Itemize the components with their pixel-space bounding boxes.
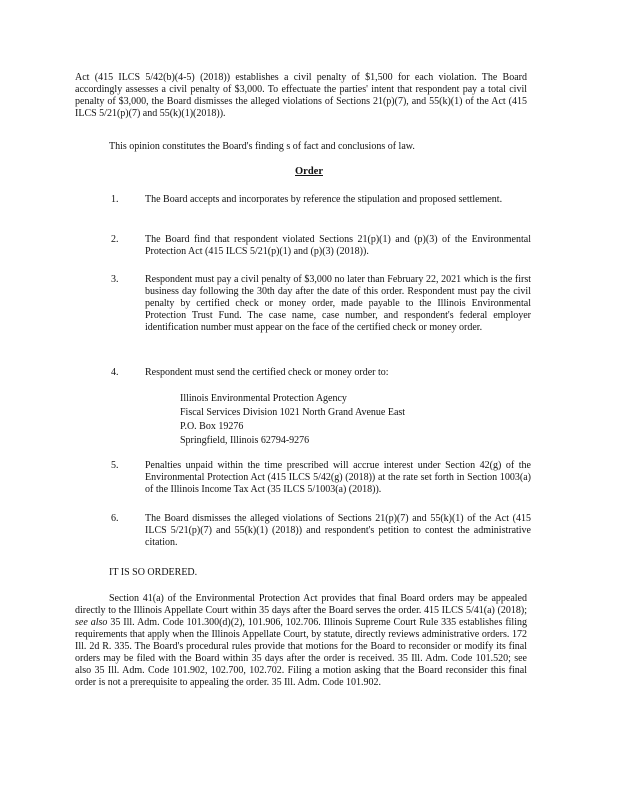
item-text: The Board dismisses the alleged violations of Sections 21(p)(7) and 55(k)(1) of the Act (415 ILCS 5/21(p)(7) and 55(k)(1) (2018)) and respondent's petition to contest the administrative citation. (145, 513, 531, 548)
item-text: Respondent must send the certified check or money order to: (145, 367, 389, 378)
intro-paragraph: Act (415 ILCS 5/42(b)(4-5) (2018)) establishes a civil penalty of $1,500 for each violation. The Board accordingly assesses a civil penalty of $3,000. To effectuate the parties' intent that respondent pay a total civil penalty of $3,000, the Board dismisses the alleged violations of Sections 21(p)(7), and 55(k)(1) of the Act (415 ILCS 5/21(p)(7) and 55(k)(1)(2018)). (75, 72, 527, 119)
item-number: 6. (111, 513, 119, 524)
item-number: 2. (111, 234, 119, 245)
item-text: The Board accepts and incorporates by reference the stipulation and proposed settlement. (145, 194, 503, 205)
opinion-statement: This opinion constitutes the Board's finding s of fact and conclusions of law. (109, 141, 415, 152)
address-line: Springfield, Illinois 62794-9276 (180, 435, 310, 446)
appeal-text: Section 41(a) of the Environmental Protection Act provides that final Board orders may be appealed directly to the Illinois Appellate Court within 35 days after the Board serves the order. 415 ILCS 5/41(a) (2018); (75, 593, 527, 616)
item-text: Respondent must pay a civil penalty of $3,000 no later than February 22, 2021 which is the first business day following the 30th day after the date of this order. Respondent must pay the civil penalty by certified check or money order, made payable to the Illinois Environmental Protection Trust Fund. The case name, case number, and respondent's federal employer identification number must appear on the face of the certified check or money order. (145, 274, 531, 333)
appeal-text: 35 Ill. Adm. Code 101.300(d)(2), 101.906, 102.706. Illinois Supreme Court Rule 335 establishes filing requirements that apply when the Illinois Appellate Court, by statute, directly reviews administrative orders. 172 Ill. 2d R. 335. The Board's procedural rules provide that motions for the Board to reconsider or modify its final orders may be filed with the Board within 35 days after the order is received. 35 Ill. Adm. Code 101.520; see also 35 Ill. Adm. Code 101.902, 102.700, 102.702. Filing a motion asking that the Board reconsider this final order is not a prerequisite to appealing the order. 35 Ill. Adm. Code 101.902. (75, 617, 527, 688)
so-ordered: IT IS SO ORDERED. (109, 567, 198, 578)
item-number: 3. (111, 274, 119, 285)
order-heading: Order (295, 166, 323, 177)
see-also-citation: see also (75, 617, 108, 628)
address-line: Fiscal Services Division 1021 North Grand Avenue East (180, 407, 406, 418)
item-number: 4. (111, 367, 119, 378)
item-number: 5. (111, 460, 119, 471)
address-line: P.O. Box 19276 (180, 421, 244, 432)
item-number: 1. (111, 194, 119, 205)
address-line: Illinois Environmental Protection Agency (180, 393, 347, 404)
item-text: Penalties unpaid within the time prescribed will accrue interest under Section 42(g) of the Environmental Protection Act (415 ILCS 5/42(g) (2018)) at the rate set forth in Section 1003(a) of the Illinois Income Tax Act (35 ILCS 5/1003(a) (2018)). (145, 460, 531, 495)
item-text: The Board find that respondent violated Sections 21(p)(1) and (p)(3) of the Environmental Protection Act (415 ILCS 5/21(p)(1) and (p)(3) (2018)). (145, 234, 531, 257)
mailing-address (180, 392, 405, 448)
appeal-paragraph (75, 593, 527, 689)
